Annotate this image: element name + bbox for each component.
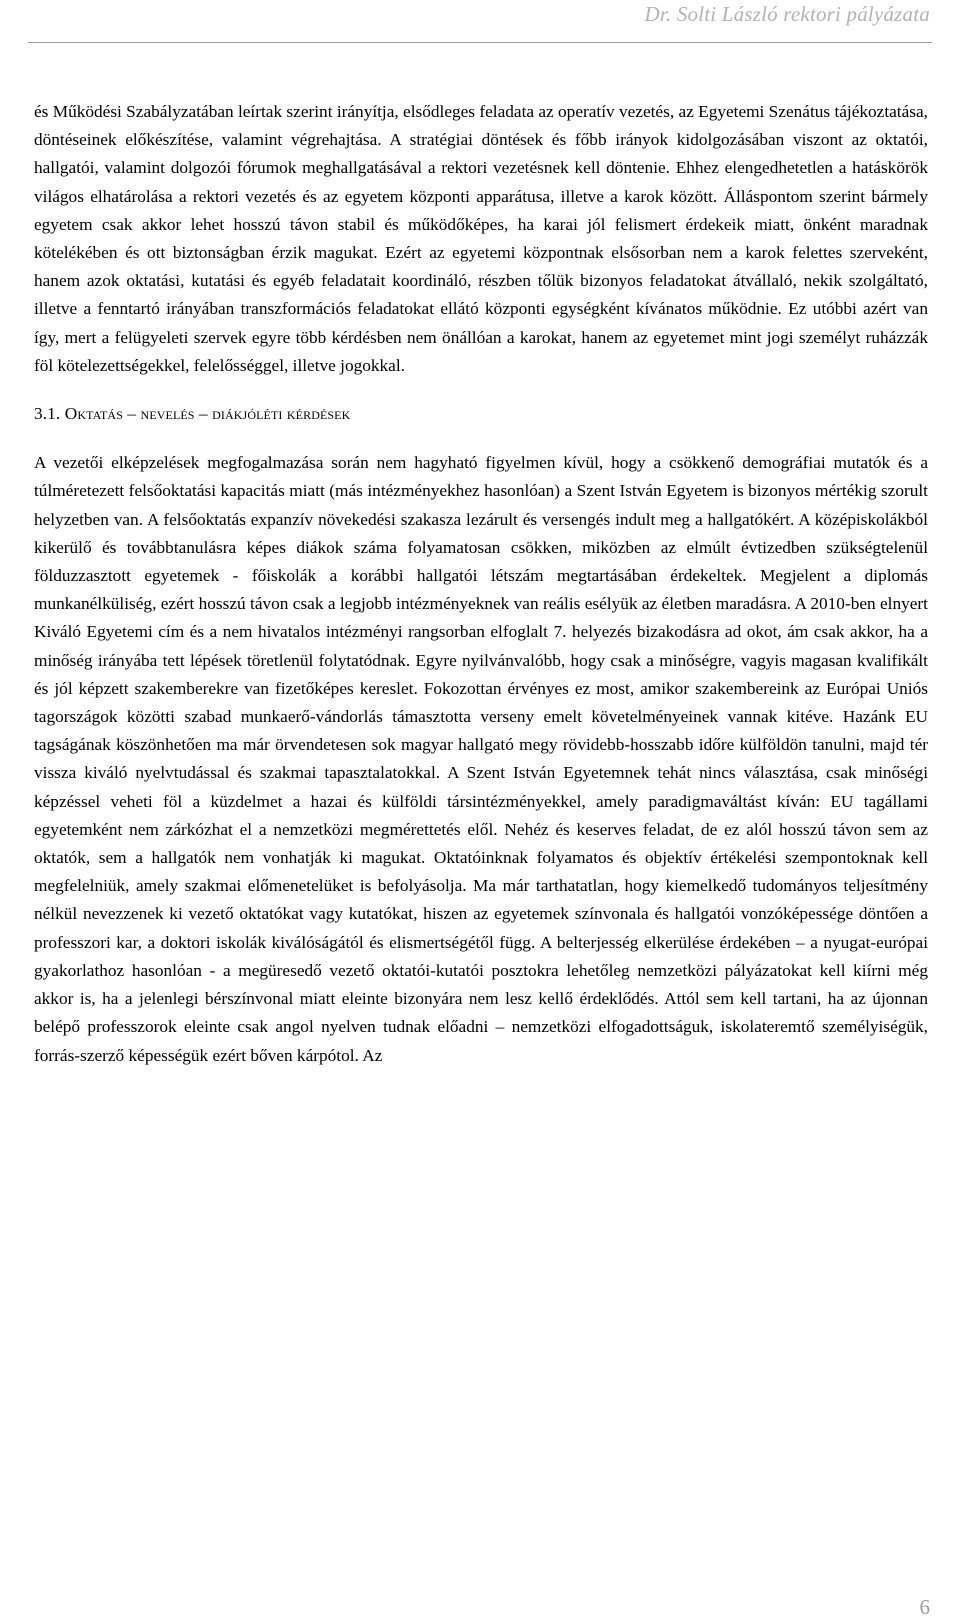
page-number: 6 (919, 1595, 930, 1619)
section-heading (34, 400, 928, 428)
body-paragraph-governance: és Működési Szabályzatában leírtak szerint irányítja, elsődleges feladata az operatív vezetés, az Egyetemi Szenátus tájékoztatása, döntéseinek előkészítése, valamint végrehajtása. A stratégiai döntések és főbb irányok kidolgozásában viszont az oktatói, hallgatói, valamint dolgozói fórumok meghallgatásával a rektori vezetésnek kell döntenie. Ehhez elengedhetetlen a hatáskörök világos elhatárolása a rektori vezetés és az egyetem központi apparátusa, illetve a karok között. Álláspontom szerint bármely egyetem csak akkor lehet hosszú távon stabil és működőképes, ha karai jól felismert érdekeik miatt, önként maradnak kötelékében és ott biztonságban érzik magukat. Ezért az egyetemi központnak elsősorban nem a karok felettes szerveként, hanem azok oktatási, kutatási és egyéb feladatait koordináló, részben tőlük bizonyos feladatokat átvállaló, nekik szolgáltató, illetve a fenntartó irányában transzformációs feladatokat ellátó központi egységként kívánatos működnie. Ez utóbbi azért van így, mert a felügyeleti szervek egyre több kérdésben nem önállóan a karokat, hanem az egyetemet mint jogi személyt ruházzák föl kötelezettségekkel, felelősséggel, illetve jogokkal. (34, 102, 928, 375)
page-body (34, 98, 928, 1070)
body-paragraph-education: A vezetői elképzelések megfogalmazása során nem hagyható figyelmen kívül, hogy a csökkenő demográfiai mutatók és a túlméretezett felsőoktatási kapacitás miatt (más intézményekhez hasonlóan) a Szent István Egyetem is bizonyos mértékig szorult helyzetben van. A felsőoktatás expanzív növekedési szakasza lezárult és versengés indult meg a hallgatókért. A középiskolákból kikerülő és továbbtanulásra képes diákok száma folyamatosan csökken, miközben az elmúlt évtizedben szükségtelenül földuzzasztott egyetemek - főiskolák a korábbi hallgatói létszám megtartásában érdekeltek. Megjelent a diplomás munkanélküliség, ezért hosszú távon csak a legjobb intézményeknek van reális esélyük az életben maradásra. A 2010-ben elnyert Kiváló Egyetemi cím és a nem hivatalos intézményi rangsorban elfoglalt 7. helyezés bizakodásra ad okot, ám csak akkor, ha a minőség irányába tett lépések töretlenül folytatódnak. Egyre nyilvánvalóbb, hogy csak a minőségre, vagyis magasan kvalifikált és jól képzett szakemberekre van fizetőképes kereslet. Fokozottan érvényes ez most, amikor szakembereink az Európai Uniós tagországok közötti szabad munkaerő-vándorlás támasztotta verseny emelt követelményeinek vannak kitéve. Hazánk EU tagságának köszönhetően ma már örvendetesen sok magyar hallgató megy rövidebb-hosszabb időre külföldön tanulni, majd tér vissza kiváló nyelvtudással és szakmai tapasztalatokkal. A Szent István Egyetemnek tehát nincs választása, csak minőségi képzéssel veheti föl a küzdelmet a hazai és külföldi társintézményekkel, amely paradigmaváltást kíván: EU tagállami egyetemként nem zárkózhat el a nemzetközi megmérettetés elől. Nehéz és keserves feladat, de ez alól hosszú távon sem az oktatók, sem a hallgatók nem vonhatják ki magukat. Oktatóinknak folyamatos és objektív értékelési szempontoknak kell megfelelniük, amely szakmai előmenetelüket is befolyásolja. Ma már tarthatatlan, hogy kiemelkedő tudományos teljesítmény nélkül nevezzenek ki vezető oktatókat vagy kutatókat, hiszen az egyetemek színvonala és hallgatói vonzóképessége döntően a professzori kar, a doktori iskolák kiválóságától és elismertségétől függ. A belterjesség elkerülése érdekében – a nyugat-európai gyakorlathoz hasonlóan - a megüresedő vezető oktatói-kutatói posztokra lehetőleg nemzetközi pályázatokat kell kiírni még akkor is, ha a jelenlegi bérszínvonal miatt eleinte bizonyára nem lesz kellő érdeklődés. Attól sem kell tartani, ha az újonnan belépő professzorok eleinte csak angol nyelven tudnak előadni – nemzetközi elfogadottságuk, iskolateremtő személyiségük, forrás-szerző képességük ezért bőven kárpótol. Az (34, 453, 928, 1065)
running-header-title: Dr. Solti László rektori pályázata (644, 2, 930, 26)
header-divider (28, 42, 932, 43)
section-title: Oktatás – nevelés – diákjóléti kérdések (64, 404, 351, 424)
section-number: 3.1. (34, 404, 61, 424)
